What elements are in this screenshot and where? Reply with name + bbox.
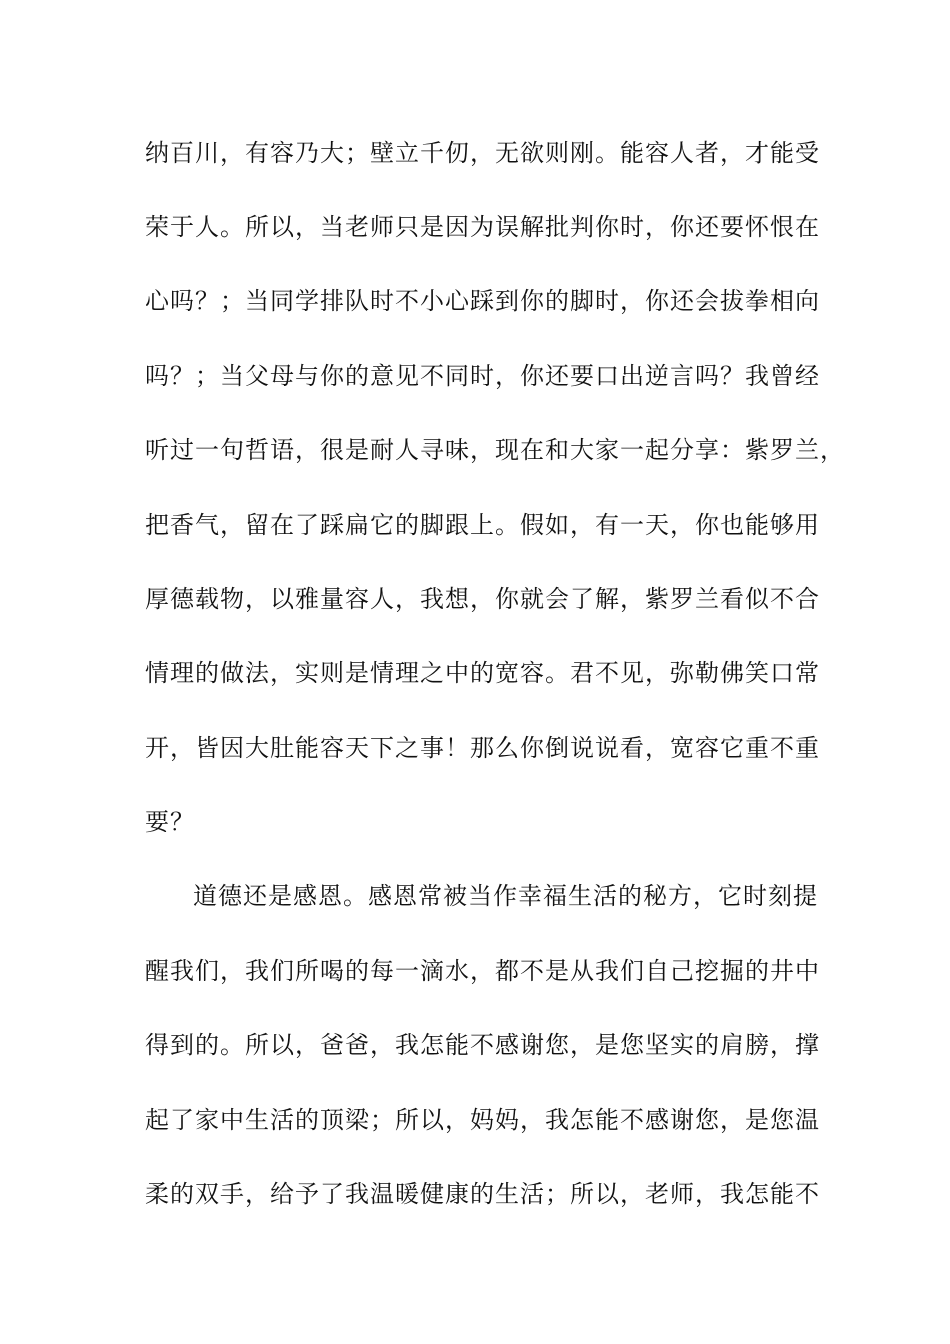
text-line: 开，皆因大肚能容天下之事！那么你倒说说看，宽容它重不重 xyxy=(145,734,820,762)
text-line: 起了家中生活的顶梁；所以，妈妈，我怎能不感谢您，是您温 xyxy=(145,1106,820,1134)
text-line: 把香气，留在了踩扁它的脚跟上。假如，有一天，你也能够用 xyxy=(145,511,820,539)
text-line: 要？ xyxy=(145,808,195,836)
text-line: 醒我们，我们所喝的每一滴水，都不是从我们自己挖掘的井中 xyxy=(145,957,820,985)
text-line: 得到的。所以，爸爸，我怎能不感谢您，是您坚实的肩膀，撑 xyxy=(145,1031,820,1059)
text-line: 吗？；当父母与你的意见不同时，你还要口出逆言吗？我曾经 xyxy=(145,362,820,390)
text-line: 情理的做法，实则是情理之中的宽容。君不见，弥勒佛笑口常 xyxy=(145,659,820,687)
text-line: 荣于人。所以，当老师只是因为误解批判你时，你还要怀恨在 xyxy=(145,213,820,241)
text-line: 心吗？；当同学排队时不小心踩到你的脚时，你还会拔拳相向 xyxy=(145,287,820,315)
paragraph-first-line: 道德还是感恩。感恩常被当作幸福生活的秘方，它时刻提 xyxy=(193,882,818,910)
text-line: 纳百川，有容乃大；壁立千仞，无欲则刚。能容人者，才能受 xyxy=(145,139,820,167)
text-line: 厚德载物，以雅量容人，我想，你就会了解，紫罗兰看似不合 xyxy=(145,585,820,613)
text-line: 柔的双手，给予了我温暖健康的生活；所以，老师，我怎能不 xyxy=(145,1180,820,1208)
text-line: 听过一句哲语，很是耐人寻味，现在和大家一起分享：紫罗兰， xyxy=(145,436,845,464)
